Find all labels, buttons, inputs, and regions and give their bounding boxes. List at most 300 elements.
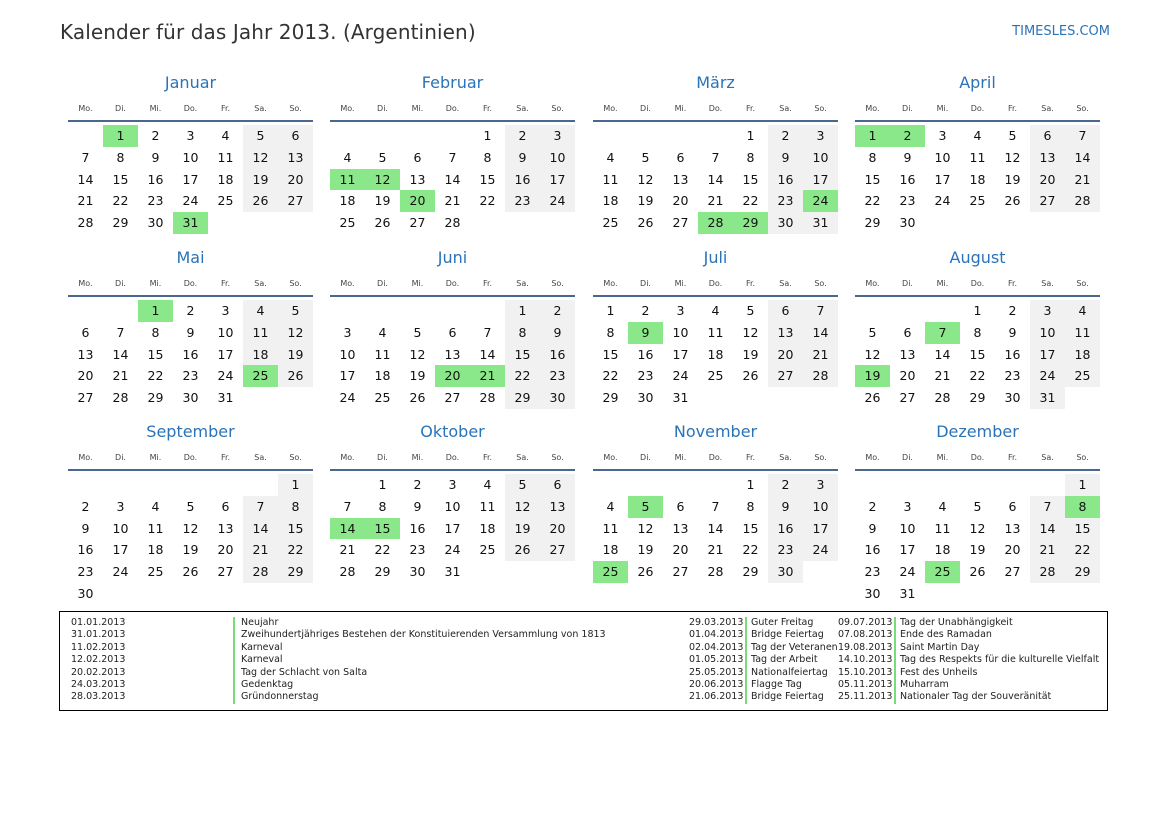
day-cell: 30: [409, 564, 426, 580]
day-cell: 23: [864, 564, 881, 580]
day-cell: 17: [1030, 344, 1065, 366]
day-cell: 29: [374, 564, 391, 580]
day-cell: 11: [217, 149, 234, 165]
weekday-label: Sa.: [779, 104, 792, 113]
weekday-label: Mo.: [78, 279, 93, 288]
day-cell: 26: [969, 564, 986, 580]
day-cell: 7: [81, 149, 90, 165]
weekday-label: Mi.: [149, 279, 162, 288]
day-cell: 25: [479, 542, 496, 558]
day-cell: 14: [934, 346, 951, 362]
day-cell: 20: [1030, 169, 1065, 191]
day-cell: 25: [969, 193, 986, 209]
holiday-name: Tag der Arbeit: [751, 654, 818, 666]
day-cell: 30: [182, 390, 199, 406]
weekday-label: Mo.: [78, 453, 93, 462]
day-cell: 12: [742, 324, 759, 340]
day-cell: 15: [742, 520, 759, 536]
day-cell: 23: [768, 539, 803, 561]
brand-link[interactable]: TIMESLES.COM: [1012, 24, 1110, 39]
day-cell: 16: [899, 171, 916, 187]
day-cell: 17: [672, 346, 689, 362]
holiday-day-cell: 5: [628, 496, 663, 518]
day-cell: 4: [1065, 300, 1100, 322]
holiday-day-cell: 1: [855, 125, 890, 147]
day-cell: 22: [505, 365, 540, 387]
weekday-label: Di.: [377, 104, 388, 113]
day-cell: 12: [409, 346, 426, 362]
empty-cell: [663, 474, 698, 496]
empty-cell: [400, 125, 435, 147]
day-cell: 18: [602, 542, 619, 558]
day-cell: 22: [742, 542, 759, 558]
day-cell: 11: [934, 520, 951, 536]
weekday-label: Mi.: [411, 279, 424, 288]
day-cell: 18: [147, 542, 164, 558]
holiday-name: Tag des Respekts für die kulturelle Vielfalt: [900, 654, 1100, 666]
day-cell: 8: [746, 149, 755, 165]
day-cell: 20: [278, 169, 313, 191]
holiday-name: Saint Martin Day: [900, 641, 980, 653]
weekday-label: Di.: [640, 279, 651, 288]
day-cell: 18: [243, 344, 278, 366]
day-cell: 19: [637, 193, 654, 209]
day-cell: 29: [505, 387, 540, 409]
day-cell: 28: [112, 390, 129, 406]
day-cell: 24: [182, 193, 199, 209]
holiday-name: Neujahr: [241, 617, 279, 628]
weekday-header: [330, 100, 575, 122]
day-cell: 20: [768, 344, 803, 366]
day-cell: 10: [540, 147, 575, 169]
day-cell: 21: [1065, 169, 1100, 191]
day-cell: 27: [1030, 190, 1065, 212]
day-cell: 28: [707, 564, 724, 580]
weekday-label: Fr.: [745, 279, 756, 288]
day-cell: 3: [186, 128, 195, 143]
weekday-header: [68, 449, 313, 471]
day-cell: 16: [77, 542, 94, 558]
day-cell: 2: [768, 125, 803, 147]
empty-cell: [995, 474, 1030, 496]
day-cell: 25: [602, 215, 619, 231]
day-cell: 30: [540, 387, 575, 409]
day-cell: 27: [444, 390, 461, 406]
holiday-date: 31.01.2013: [71, 629, 126, 641]
day-cell: 20: [899, 368, 916, 384]
day-cell: 1: [973, 303, 982, 318]
empty-cell: [208, 474, 243, 496]
day-cell: 6: [676, 149, 685, 165]
day-cell: 18: [217, 171, 234, 187]
weekday-label: Do.: [970, 104, 985, 113]
day-cell: 29: [742, 564, 759, 580]
day-cell: 17: [934, 171, 951, 187]
weekday-label: Sa.: [254, 104, 267, 113]
day-cell: 4: [711, 303, 720, 318]
empty-cell: [628, 125, 663, 147]
weekday-label: Do.: [183, 279, 198, 288]
empty-cell: [628, 474, 663, 496]
day-cell: 30: [864, 585, 881, 601]
day-cell: 20: [217, 542, 234, 558]
day-cell: 14: [479, 346, 496, 362]
day-cell: 26: [505, 539, 540, 561]
day-cell: 14: [243, 518, 278, 540]
month-märz: [593, 72, 838, 234]
day-cell: 17: [540, 169, 575, 191]
day-cell: 24: [934, 193, 951, 209]
day-cell: 5: [1008, 128, 1017, 143]
day-cell: 29: [278, 561, 313, 583]
day-cell: 7: [711, 149, 720, 165]
weekday-label: So.: [1076, 279, 1089, 288]
day-cell: 31: [899, 585, 916, 601]
holiday-day-cell: 20: [435, 365, 470, 387]
day-cell: 18: [707, 346, 724, 362]
day-cell: 26: [742, 368, 759, 384]
empty-cell: [68, 125, 103, 147]
weekday-label: Sa.: [1041, 453, 1054, 462]
holiday-date: 25.11.2013: [838, 691, 893, 703]
day-cell: 2: [768, 474, 803, 496]
day-cell: 13: [672, 171, 689, 187]
day-cell: 31: [672, 390, 689, 406]
day-cell: 4: [378, 324, 387, 340]
day-cell: 13: [899, 346, 916, 362]
day-cell: 12: [182, 520, 199, 536]
day-cell: 20: [672, 542, 689, 558]
weekday-label: Di.: [115, 279, 126, 288]
holiday-day-cell: 12: [365, 169, 400, 191]
day-cell: 8: [278, 496, 313, 518]
day-cell: 15: [602, 346, 619, 362]
day-cell: 17: [112, 542, 129, 558]
weekday-label: Sa.: [1041, 104, 1054, 113]
day-cell: 7: [483, 324, 492, 340]
weekday-label: Di.: [115, 453, 126, 462]
day-cell: 7: [116, 324, 125, 340]
day-cell: 17: [803, 518, 838, 540]
day-cell: 25: [147, 564, 164, 580]
weekday-label: Sa.: [516, 279, 529, 288]
weekday-label: Sa.: [254, 279, 267, 288]
day-cell: 13: [77, 346, 94, 362]
weekday-header: [593, 100, 838, 122]
month-name: März: [696, 73, 735, 92]
month-name: Mai: [176, 248, 205, 267]
day-cell: 4: [973, 128, 982, 143]
day-cell: 26: [1004, 193, 1021, 209]
day-cell: 19: [742, 346, 759, 362]
weekday-label: Do.: [708, 279, 723, 288]
day-cell: 21: [803, 344, 838, 366]
day-cell: 13: [672, 520, 689, 536]
empty-cell: [925, 474, 960, 496]
holiday-date: 01.05.2013: [689, 654, 744, 666]
day-cell: 3: [676, 303, 685, 318]
weekday-label: Mi.: [936, 104, 949, 113]
day-cell: 5: [378, 149, 387, 165]
day-cell: 28: [1065, 190, 1100, 212]
day-cell: 22: [278, 539, 313, 561]
day-cell: 16: [147, 171, 164, 187]
day-cell: 15: [505, 344, 540, 366]
day-grid: [855, 125, 1100, 234]
day-cell: 28: [479, 390, 496, 406]
day-cell: 19: [182, 542, 199, 558]
day-cell: 14: [112, 346, 129, 362]
holiday-date: 02.04.2013: [689, 641, 744, 653]
day-cell: 10: [803, 496, 838, 518]
day-cell: 4: [938, 498, 947, 514]
day-cell: 24: [540, 190, 575, 212]
day-cell: 5: [278, 300, 313, 322]
weekday-label: So.: [1076, 104, 1089, 113]
day-cell: 7: [711, 498, 720, 514]
day-cell: 18: [479, 520, 496, 536]
day-cell: 21: [934, 368, 951, 384]
day-cell: 14: [1030, 518, 1065, 540]
empty-cell: [243, 474, 278, 496]
day-cell: 14: [1065, 147, 1100, 169]
holiday-day-cell: 2: [890, 125, 925, 147]
holiday-day-cell: 11: [330, 169, 365, 191]
day-cell: 30: [77, 585, 94, 601]
day-cell: 5: [505, 474, 540, 496]
day-cell: 28: [339, 564, 356, 580]
month-name: Juli: [703, 248, 728, 267]
weekday-label: Fr.: [220, 279, 231, 288]
weekday-header: [68, 275, 313, 297]
day-cell: 30: [1004, 390, 1021, 406]
day-cell: 21: [707, 193, 724, 209]
day-cell: 20: [540, 518, 575, 540]
day-cell: 12: [278, 322, 313, 344]
day-cell: 27: [672, 564, 689, 580]
day-cell: 27: [409, 215, 426, 231]
day-grid: [593, 125, 838, 234]
weekday-label: So.: [814, 104, 827, 113]
day-cell: 17: [339, 368, 356, 384]
day-cell: 27: [672, 215, 689, 231]
day-cell: 28: [934, 390, 951, 406]
day-cell: 28: [803, 365, 838, 387]
day-cell: 29: [1065, 561, 1100, 583]
day-cell: 2: [1008, 303, 1017, 318]
day-cell: 10: [444, 498, 461, 514]
day-cell: 1: [1065, 474, 1100, 496]
day-cell: 7: [1030, 496, 1065, 518]
day-cell: 3: [540, 125, 575, 147]
weekday-header: [593, 275, 838, 297]
day-cell: 8: [116, 149, 125, 165]
day-cell: 25: [1065, 365, 1100, 387]
day-cell: 1: [505, 300, 540, 322]
weekday-label: So.: [814, 279, 827, 288]
day-cell: 6: [413, 149, 422, 165]
day-cell: 17: [899, 542, 916, 558]
day-cell: 5: [868, 324, 877, 340]
holiday-date: 19.08.2013: [838, 641, 893, 653]
day-cell: 2: [540, 300, 575, 322]
weekday-label: Di.: [902, 453, 913, 462]
day-cell: 3: [938, 128, 947, 143]
month-februar: [330, 72, 575, 234]
weekday-label: Sa.: [254, 453, 267, 462]
day-cell: 13: [278, 147, 313, 169]
day-cell: 12: [969, 520, 986, 536]
day-cell: 24: [217, 368, 234, 384]
day-cell: 19: [969, 542, 986, 558]
weekday-label: Fr.: [1007, 453, 1018, 462]
weekday-label: So.: [1076, 453, 1089, 462]
day-cell: 2: [151, 128, 160, 143]
weekday-label: Sa.: [516, 453, 529, 462]
holiday-day-cell: 21: [470, 365, 505, 387]
day-cell: 10: [217, 324, 234, 340]
weekday-header: [330, 275, 575, 297]
day-cell: 25: [374, 390, 391, 406]
holiday-name: Muharram: [900, 679, 949, 691]
weekday-label: Mi.: [674, 279, 687, 288]
weekday-label: Fr.: [1007, 104, 1018, 113]
day-cell: 8: [868, 149, 877, 165]
month-name: Juni: [437, 248, 468, 267]
holiday-day-cell: 8: [1065, 496, 1100, 518]
day-cell: 27: [77, 390, 94, 406]
holiday-name: Tag der Unabhängigkeit: [900, 617, 1013, 628]
day-cell: 31: [1030, 387, 1065, 409]
day-cell: 18: [969, 171, 986, 187]
day-cell: 29: [969, 390, 986, 406]
day-grid: [330, 125, 575, 234]
day-cell: 13: [768, 322, 803, 344]
weekday-label: Di.: [115, 104, 126, 113]
day-cell: 3: [343, 324, 352, 340]
day-cell: 11: [602, 520, 619, 536]
day-grid: [330, 474, 575, 583]
day-cell: 26: [278, 365, 313, 387]
holiday-date: 09.07.2013: [838, 617, 893, 628]
day-cell: 11: [602, 171, 619, 187]
holiday-list: [59, 611, 1108, 711]
day-cell: 4: [483, 477, 492, 492]
day-cell: 11: [147, 520, 164, 536]
day-cell: 6: [221, 498, 230, 514]
day-cell: 8: [151, 324, 160, 340]
weekday-label: So.: [289, 104, 302, 113]
day-cell: 19: [637, 542, 654, 558]
day-cell: 6: [903, 324, 912, 340]
weekday-label: So.: [289, 279, 302, 288]
day-cell: 7: [243, 496, 278, 518]
holiday-name: Gründonnerstag: [241, 691, 319, 703]
day-cell: 12: [243, 147, 278, 169]
weekday-label: Mo.: [865, 104, 880, 113]
month-name: Februar: [421, 73, 484, 92]
weekday-label: Fr.: [482, 104, 493, 113]
day-cell: 27: [899, 390, 916, 406]
day-cell: 4: [606, 498, 615, 514]
holiday-name: Bridge Feiertag: [751, 629, 824, 641]
day-cell: 16: [505, 169, 540, 191]
day-cell: 26: [637, 215, 654, 231]
empty-cell: [365, 300, 400, 322]
day-cell: 31: [217, 390, 234, 406]
day-cell: 21: [339, 542, 356, 558]
day-cell: 23: [147, 193, 164, 209]
day-cell: 22: [864, 193, 881, 209]
holiday-date: 01.01.2013: [71, 617, 126, 628]
page-title: Kalender für das Jahr 2013. (Argentinien): [60, 20, 476, 44]
empty-cell: [855, 474, 890, 496]
weekday-label: Mo.: [603, 104, 618, 113]
day-cell: 16: [540, 344, 575, 366]
day-cell: 16: [768, 169, 803, 191]
day-cell: 23: [409, 542, 426, 558]
weekday-label: Do.: [183, 453, 198, 462]
weekday-header: [855, 449, 1100, 471]
weekday-label: Mi.: [936, 279, 949, 288]
day-cell: 2: [81, 498, 90, 514]
day-cell: 9: [151, 149, 160, 165]
day-cell: 19: [374, 193, 391, 209]
day-cell: 26: [864, 390, 881, 406]
day-cell: 15: [864, 171, 881, 187]
month-mai: [68, 247, 313, 409]
day-cell: 9: [868, 520, 877, 536]
empty-cell: [855, 300, 890, 322]
day-cell: 9: [768, 147, 803, 169]
day-cell: 10: [182, 149, 199, 165]
day-cell: 19: [409, 368, 426, 384]
month-dezember: [855, 421, 1100, 605]
day-cell: 16: [182, 346, 199, 362]
day-cell: 6: [448, 324, 457, 340]
day-cell: 27: [278, 190, 313, 212]
day-cell: 12: [1004, 149, 1021, 165]
empty-cell: [890, 300, 925, 322]
day-cell: 30: [899, 215, 916, 231]
day-cell: 10: [899, 520, 916, 536]
day-cell: 27: [540, 539, 575, 561]
day-cell: 14: [707, 171, 724, 187]
month-november: [593, 421, 838, 583]
weekday-label: Mo.: [865, 279, 880, 288]
holiday-name: Tag der Schlacht von Salta: [241, 666, 368, 678]
day-cell: 24: [112, 564, 129, 580]
weekday-label: So.: [289, 453, 302, 462]
day-cell: 15: [742, 171, 759, 187]
day-cell: 20: [1004, 542, 1021, 558]
day-cell: 13: [444, 346, 461, 362]
day-grid: [330, 300, 575, 409]
day-cell: 8: [378, 498, 387, 514]
day-cell: 5: [243, 125, 278, 147]
day-cell: 19: [278, 344, 313, 366]
day-cell: 11: [707, 324, 724, 340]
day-cell: 5: [641, 149, 650, 165]
day-cell: 3: [803, 125, 838, 147]
day-cell: 29: [147, 390, 164, 406]
month-name: Oktober: [420, 422, 485, 441]
day-cell: 7: [343, 498, 352, 514]
weekday-label: Mo.: [603, 279, 618, 288]
day-cell: 28: [77, 215, 94, 231]
day-cell: 3: [221, 303, 230, 318]
day-cell: 13: [540, 496, 575, 518]
